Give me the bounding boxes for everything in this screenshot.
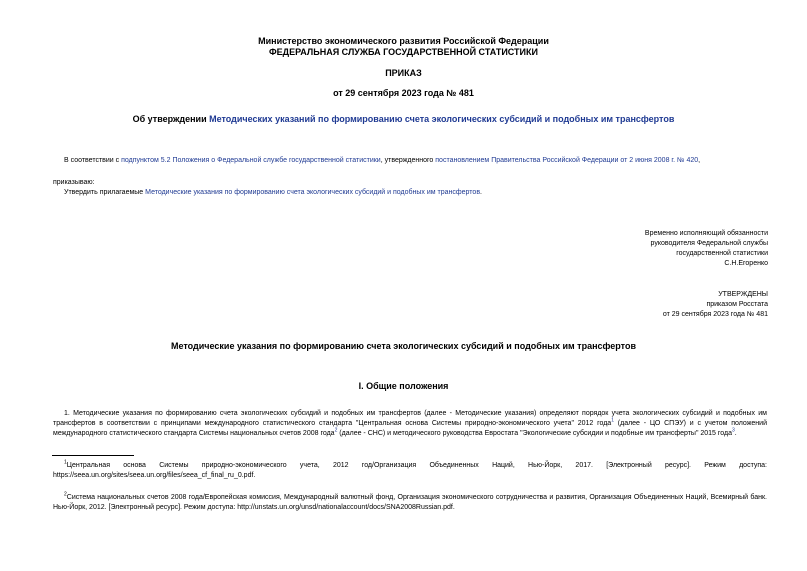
guidelines-title: Методические указания по формированию счета экологических субсидий и подобных им трансфертов <box>171 341 636 351</box>
service-name: ФЕДЕРАЛЬНАЯ СЛУЖБА ГОСУДАРСТВЕННОЙ СТАТИСТИКИ <box>269 47 538 57</box>
footnote-ref[interactable]: 2 <box>334 427 338 434</box>
doc-type: ПРИКАЗ <box>385 68 422 78</box>
ministry-name: Министерство экономического развития Российской Федерации <box>258 36 549 46</box>
order-title-link[interactable]: Методических указаний по формированию счета экологических субсидий и подобных им трансфертов <box>209 114 675 124</box>
signature-line: руководителя Федеральной службы <box>650 240 768 247</box>
signature-line: государственной статистики <box>676 250 768 257</box>
approved-line: УТВЕРЖДЕНЫ <box>718 291 768 298</box>
order-title <box>0 114 807 125</box>
footnote-mark: 1 <box>64 459 67 466</box>
section-title: I. Общие положения <box>358 381 449 391</box>
signature-line: Временно исполняющий обязанности <box>644 230 768 237</box>
guidelines-link[interactable]: Методические указания по формированию счета экологических субсидий и подобных им трансфертов <box>145 189 481 196</box>
signature-block <box>520 229 768 269</box>
approved-block <box>520 290 768 320</box>
approved-line: от 29 сентября 2023 года № 481 <box>662 311 768 318</box>
footnote-text: Центральная основа Системы природно-экономического учета, 2012 год/Организация Объединенных Наций, Нью-Йорк, 2017. [Электронный ресурс]. Режим доступа: https://seea.un.org/sites/seea.un.org/files/seea_cf_final_ru_0.pdf. <box>53 462 767 479</box>
footnote-2 <box>53 493 767 513</box>
approve-text: . <box>480 189 482 196</box>
regulation-link[interactable]: подпунктом 5.2 Положения о Федеральной службе государственной статистики <box>121 157 381 164</box>
footnote-mark: 2 <box>64 491 67 498</box>
footnote-text: Система национальных счетов 2008 года/Европейская комиссия, Международный валютный фонд, Организация экономического сотрудничества и развития, Организация Объединенных Наций, Всемирный банк. Нью-Йорк, 2012. [Электронный ресурс]. Режим доступа: http://unstats.un.org/unsd/nationalaccount/docs/SNA2008Russian.pdf. <box>53 494 767 511</box>
orders-word: приказываю: <box>53 179 95 186</box>
paragraph-text: . <box>734 430 737 437</box>
paragraph-1 <box>53 409 767 439</box>
preamble-text: В соответствии с <box>64 157 122 164</box>
signature-name: С.Н.Егоренко <box>724 260 768 267</box>
preamble-text: , утвержденного <box>380 157 436 164</box>
footnote-ref[interactable]: 3 <box>732 427 735 434</box>
footnote-1 <box>53 461 767 481</box>
government-decree-link[interactable]: постановлением Правительства Российской Федерации от 2 июня 2008 г. № 420 <box>435 157 699 164</box>
paragraph-text: 1. Методические указания по формированию счета экологических субсидий и подобных им трансфертов (далее - Методические указания) определяют порядок учета экологических субсидий и подобных им трансфертов в соответствии с принципами международного статистического стандарта "Центральная основа Системы природно-экономического учета" 2012 года <box>53 410 767 427</box>
order-title-prefix: Об утверждении <box>132 114 210 124</box>
approve-paragraph <box>64 188 482 198</box>
paragraph-text: (далее - СНС) и методического руководства Евростата "Экологические субсидии и подобные им трансферты" 2015 года <box>337 430 733 437</box>
approved-line: приказом Росстата <box>706 301 768 308</box>
approve-text: Утвердить прилагаемые <box>64 189 146 196</box>
doc-date-number: от 29 сентября 2023 года № 481 <box>333 88 474 98</box>
preamble-paragraph <box>64 156 764 166</box>
paragraph-text: (далее - ЦО СПЭУ) и с учетом положений международного статистического стандарта Системы национальных счетов 2008 года <box>53 420 767 437</box>
footnote-divider <box>52 455 134 456</box>
preamble-text: , <box>698 157 701 164</box>
footnote-ref[interactable]: 1 <box>611 417 614 424</box>
